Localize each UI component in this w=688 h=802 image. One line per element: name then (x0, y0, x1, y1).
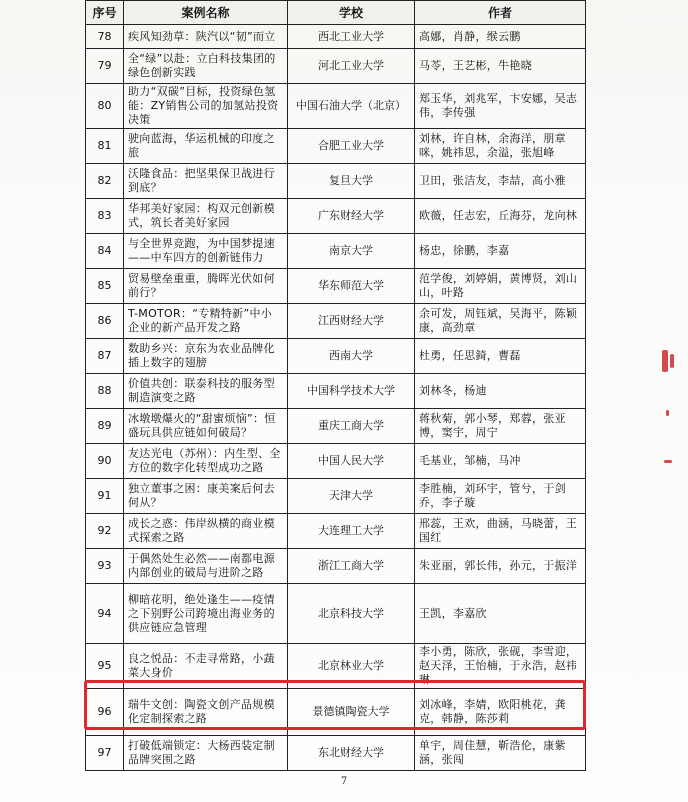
row-number: 93 (86, 549, 124, 584)
school-name: 复旦大学 (288, 164, 415, 199)
table-row (86, 129, 586, 164)
author-list: 范学俊，刘婷娟，黄博贤，刘山山，叶路 (415, 269, 586, 304)
school-name: 东北财经大学 (288, 736, 415, 771)
header-authors: 作者 (415, 1, 586, 25)
table-row (86, 549, 586, 584)
author-list: 杨忠，徐鹏，李嘉 (415, 234, 586, 269)
row-number: 79 (86, 49, 124, 84)
row-number: 97 (86, 736, 124, 771)
author-list: 卫田，张洁友，李喆，高小雅 (415, 164, 586, 199)
table-row (86, 444, 586, 479)
row-number: 84 (86, 234, 124, 269)
row-number: 95 (86, 644, 124, 689)
author-list: 蒋秋菊，郭小琴，郑蓉，张亚博，窦宇，周宁 (415, 409, 586, 444)
row-number: 88 (86, 374, 124, 409)
author-list: 邢蕊，王欢，曲涵，马晓蕾，王国红 (415, 514, 586, 549)
author-list: 单宇，周佳慧，靳浩伦，康紫涵，张闯 (415, 736, 586, 771)
row-number: 81 (86, 129, 124, 164)
case-name: 价值共创：联泰科技的服务型制造演变之路 (124, 374, 288, 409)
row-number: 91 (86, 479, 124, 514)
table-row (86, 269, 586, 304)
author-list: 欧薇，任志宏，丘海芬，龙向林 (415, 199, 586, 234)
author-list: 刘林，许自林，余海洋，朋章咪，姚祎思，余溢，张旭峰 (415, 129, 586, 164)
author-list: 李小勇，陈欣，张砚，李雪迎，赵天泽，王怡楠，于永浩，赵祎琳 (415, 644, 586, 689)
row-number: 83 (86, 199, 124, 234)
author-list: 郑玉华，刘兆军，卞安娜，吴志伟，李传强 (415, 84, 586, 129)
case-name: 冰墩墩爆火的“甜蜜烦恼”：恒盛玩具供应链如何破局？ (124, 409, 288, 444)
author-list: 王凯，李嘉欣 (415, 584, 586, 644)
school-name: 大连理工大学 (288, 514, 415, 549)
school-name: 广东财经大学 (288, 199, 415, 234)
school-name: 南京大学 (288, 234, 415, 269)
school-name: 江西财经大学 (288, 304, 415, 339)
case-name: 于偶然处生必然——南都电源内部创业的破局与进阶之路 (124, 549, 288, 584)
table-row (86, 304, 586, 339)
table-row (86, 49, 586, 84)
case-name: 数助乡兴：京东为农业品牌化插上数字的翅膀 (124, 339, 288, 374)
row-number: 85 (86, 269, 124, 304)
header-row (86, 1, 586, 25)
row-number: 96 (86, 689, 124, 736)
table-row (86, 84, 586, 129)
table-row (86, 374, 586, 409)
school-name: 北京科技大学 (288, 584, 415, 644)
case-name: 疾风知劲草：陕汽以“韧”而立 (124, 25, 288, 49)
row-number: 87 (86, 339, 124, 374)
table-row (86, 339, 586, 374)
table-row (86, 584, 586, 644)
school-name: 中国石油大学（北京） (288, 84, 415, 129)
row-number: 94 (86, 584, 124, 644)
school-name: 浙江工商大学 (288, 549, 415, 584)
author-list: 高娜，肖静，缑云鹏 (415, 25, 586, 49)
header-serial: 序号 (86, 1, 124, 25)
case-name: 柳暗花明，绝处逢生——疫情之下别野公司跨境出海业务的供应链应急管理 (124, 584, 288, 644)
case-name: 良之悦品：不走寻常路，小蔬菜大身价 (124, 644, 288, 689)
school-name: 华东师范大学 (288, 269, 415, 304)
author-list: 刘林冬，杨迪 (415, 374, 586, 409)
table-row (86, 409, 586, 444)
header-school: 学校 (288, 1, 415, 25)
seal-mark (666, 410, 669, 416)
case-name: T-MOTOR：“专精特新”中小企业的新产品开发之路 (124, 304, 288, 339)
row-number: 78 (86, 25, 124, 49)
author-list: 毛基业，邹楠，马冲 (415, 444, 586, 479)
author-list: 朱亚丽，郭长伟，孙元，于振洋 (415, 549, 586, 584)
school-name: 河北工业大学 (288, 49, 415, 84)
table-row (86, 234, 586, 269)
author-list: 李胜楠，刘环宇，管兮，于剑乔，李子璇 (415, 479, 586, 514)
school-name: 西北工业大学 (288, 25, 415, 49)
school-name: 西南大学 (288, 339, 415, 374)
case-name: 与全世界竞跑，为中国梦提速 ——中车四方的创新链伟力 (124, 234, 288, 269)
school-name: 重庆工商大学 (288, 409, 415, 444)
case-name: 贸易壁垒重重，腾晖光伏如何前行？ (124, 269, 288, 304)
author-list: 马苓，王艺彬，牛艳晓 (415, 49, 586, 84)
case-name: 驶向蓝海，华运机械的印度之旅 (124, 129, 288, 164)
case-name: 助力“双碳”目标，投资绿色氢能：ZY销售公司的加氢站投资决策 (124, 84, 288, 129)
table-row-highlighted (86, 689, 586, 736)
case-name: 友达光电（苏州）：内生型、全方位的数字化转型成功之路 (124, 444, 288, 479)
author-list: 余可发，周钰斌，吴海平，陈颖康，高劲章 (415, 304, 586, 339)
page-number: 7 (340, 776, 348, 787)
case-name: 瑞牛文创：陶瓷文创产品规模化定制探索之路 (124, 689, 288, 736)
school-name: 北京林业大学 (288, 644, 415, 689)
table-row (86, 25, 586, 49)
header-case-name: 案例名称 (124, 1, 288, 25)
case-name: 全“绿”以赴：立白科技集团的绿色创新实践 (124, 49, 288, 84)
school-name: 中国人民大学 (288, 444, 415, 479)
row-number: 82 (86, 164, 124, 199)
seal-mark (664, 460, 672, 463)
margin-seal-marks (652, 350, 682, 490)
case-name: 华邦美好家园：构双元创新模式，筑长者美好家园 (124, 199, 288, 234)
row-number: 92 (86, 514, 124, 549)
seal-mark (670, 354, 674, 368)
table-row (86, 736, 586, 771)
row-number: 86 (86, 304, 124, 339)
row-number: 89 (86, 409, 124, 444)
row-number: 90 (86, 444, 124, 479)
author-list: 刘冰峰，李婧，欧阳桃花，龚克，韩静，陈莎莉 (415, 689, 586, 736)
school-name: 中国科学技术大学 (288, 374, 415, 409)
seal-mark (662, 350, 668, 372)
table-row (86, 199, 586, 234)
table-header (86, 1, 586, 25)
case-name: 沃隆食品：把坚果保卫战进行到底？ (124, 164, 288, 199)
table-row (86, 164, 586, 199)
case-name: 打破低端锁定：大杨西装定制品牌突围之路 (124, 736, 288, 771)
case-name: 成长之惑：伟岸纵横的商业模式探索之路 (124, 514, 288, 549)
table-row (86, 644, 586, 689)
case-name: 独立董事之困：康美案后何去何从？ (124, 479, 288, 514)
row-number: 80 (86, 84, 124, 129)
table-row (86, 479, 586, 514)
case-table (85, 0, 586, 771)
author-list: 杜勇，任思錡，曹磊 (415, 339, 586, 374)
table-row (86, 514, 586, 549)
school-name: 景德镇陶瓷大学 (288, 689, 415, 736)
school-name: 合肥工业大学 (288, 129, 415, 164)
school-name: 天津大学 (288, 479, 415, 514)
